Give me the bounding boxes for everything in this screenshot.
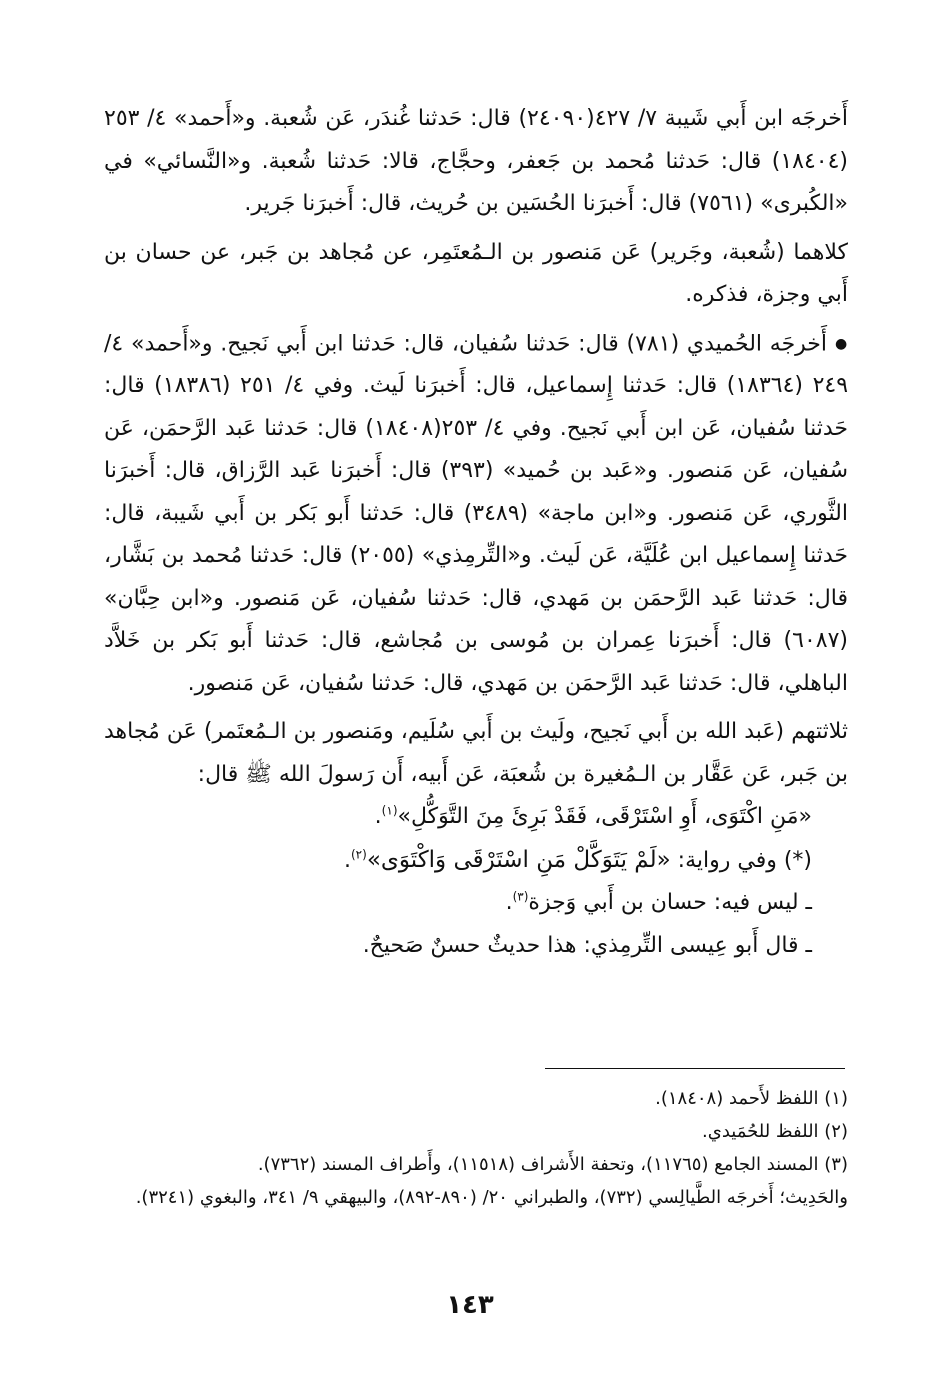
page-number: ١٤٣ <box>446 1290 494 1320</box>
variant-label: (*) وفي رواية: <box>677 847 812 873</box>
footnotes <box>104 1082 848 1214</box>
hadith-text: «مَنِ اكْتَوَى، أَوِ اسْتَرْقَى، فَقَدْ بَرِئَ مِنَ التَّوَكُّلِ»$^{(١)}$. <box>374 803 812 830</box>
footnote-ref-3: (٣) <box>512 889 529 904</box>
variant-quote: «لَمْ يَتَوَكَّلْ مَنِ اسْتَرْقَى وَاكْتَوَى» <box>366 846 671 873</box>
footnote-divider <box>545 1068 845 1069</box>
bullet-icon: ● <box>835 335 848 352</box>
note-line-2: ـ قال أَبو عِيسى التِّرمِذي: هذا حديثٌ حسنٌ صَحيحٌ. <box>362 932 812 958</box>
footnote-3: (٣) المسند الجامع (١١٧٦٥)، وتحفة الأَشراف (١١٥١٨)، وأَطراف المسند (٧٣٦٢). <box>257 1154 848 1175</box>
paragraph-takhrij-3-text: أَخرجَه الحُميدي (٧٨١) قال: حَدثنا سُفيان، قال: حَدثنا ابن أَبي نَجيح. و«أَحمد» ٤/ ٢٤٩ (١٨٣٦٤) قال: حَدثنا إِسماعيل، قال: أَخبرَنا لَيث. وفي ٤/ ٢٥١ (١٨٣٨٦) قال: حَدثنا سُفيان، عَن ابن أَبي نَجيح. وفي ٤/ ٢٥٣(١٨٤٠٨) قال: حَدثنا عَبد الرَّحمَن، عَن سُفيان، عَن مَنصور. و«عَبد بن حُميد» (٣٩٣) قال: أَخبرَنا عَبد الرَّزاق، قال: أَخبرَنا الثَّوري، عَن مَنصور. و«ابن ماجة» (٣٤٨٩) قال: حَدثنا أَبو بَكر بن أَبي شَيبة، قال: حَدثنا إِسماعيل ابن عُلَيَّة، عَن لَيث. و«التِّرمِذي» (٢٠٥٥) قال: حَدثنا مُحمد بن بَشَّار، قال: حَدثنا عَبد الرَّحمَن بن مَهدي، قال: حَدثنا سُفيان، عَن مَنصور. و«ابن حِبَّان» (٦٠٨٧) قال: أَخبرَنا عِمران بن مُوسى بن مُجاشع، قال: حَدثنا أَبو بَكر بن خَلاَّد الباهلي، قال: حَدثنا عَبد الرَّحمَن بن مَهدي، قال: حَدثنا سُفيان، عَن مَنصور. <box>104 330 849 696</box>
paragraph-takhrij-3 <box>104 323 848 706</box>
footnote-2: (٢) اللفظ للحُمَيدي. <box>702 1121 848 1142</box>
paragraph-takhrij-2: كلاهما (شُعبة، وجَرير) عَن مَنصور بن الـمُعتَمِر، عن مُجاهد بن جَبر، عن حسان بن أَبي وجزة، فذكره. <box>104 239 848 307</box>
footnote-ref-1: (١) <box>381 803 398 818</box>
hadith-variant: (*) وفي رواية: «لَمْ يَتَوَكَّلْ مَنِ اسْتَرْقَى وَاكْتَوَى»$^{(٢)}$. <box>343 846 812 873</box>
main-text <box>104 98 848 967</box>
note-line-1: ـ ليس فيه: حسان بن أَبي وَجزة$^{(٣)}$. <box>505 889 812 916</box>
note-text-1: ـ ليس فيه: حسان بن أَبي وَجزة <box>528 890 812 916</box>
footnote-ref-2: (٢) <box>350 847 367 862</box>
footnote-1: (١) اللفظ لأَحمد (١٨٤٠٨). <box>655 1088 848 1109</box>
paragraph-chain: ثلاثتهم (عَبد الله بن أَبي نَجيح، ولَيث بن أَبي سُلَيم، ومَنصور بن الـمُعتَمر) عَن مُجاهد بن جَبر، عَن عَقَّار بن الـمُغيرة بن شُعبَة، عَن أَبيه، أَن رَسولَ الله ﷺ قال: <box>104 719 848 787</box>
footnote-4: والحَدِيث؛ أَخرجَه الطَّيالِسي (٧٣٢)، والطبراني ٢٠/ (٨٩٠-٨٩٢)، والبيهقي ٩/ ٣٤١، والبغوي (٣٢٤١). <box>135 1187 848 1208</box>
hadith-quote: «مَنِ اكْتَوَى، أَوِ اسْتَرْقَى، فَقَدْ بَرِئَ مِنَ التَّوَكُّلِ» <box>397 804 812 830</box>
paragraph-takhrij-1: أَخرجَه ابن أَبي شَيبة ٧/ ٤٢٧(٢٤٠٩٠) قال: حَدثنا غُندَر، عَن شُعبة. و«أَحمد» ٤/ ٢٥٣ (١٨٤٠٤) قال: حَدثنا مُحمد بن جَعفر، وحجَّاج، قالا: حَدثنا شُعبة. و«النَّسائي» في «الكُبرى» (٧٥٦١) قال: أَخبرَنا الحُسَين بن حُريث، قال: أَخبرَنا جَرير. <box>104 106 849 216</box>
